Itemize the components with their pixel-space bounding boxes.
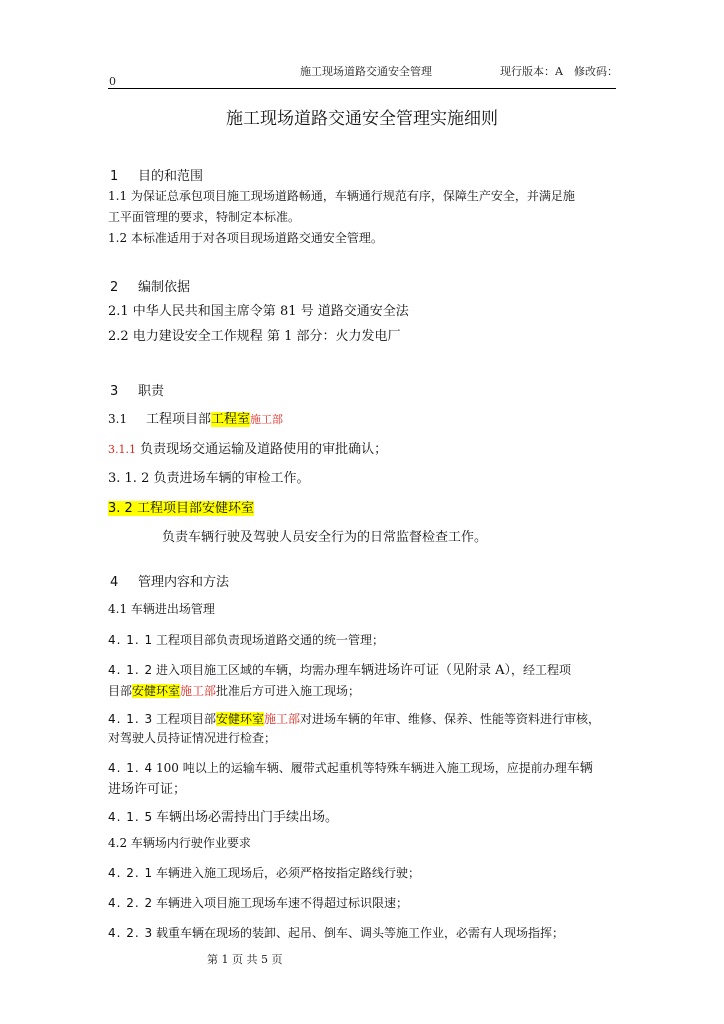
para-4-2-3 [108, 922, 564, 941]
para-number: 4. 1. 2 [108, 663, 154, 677]
para-3-2-text: 负责车辆行驶及驾驶人员安全行为的日常监督检查工作。 [162, 530, 488, 545]
para-number: 4. 2. 2 [108, 896, 154, 910]
revision-text: 施工部 [250, 413, 284, 426]
para-number: 3.1 [108, 412, 128, 426]
text: 工程项目部负责现场道路交通的统一管理； [156, 633, 385, 647]
text: 车辆进场许可证（见附录 A） [348, 663, 512, 678]
para-4-1-3-line1 [108, 708, 600, 727]
text: ，经工程项 [511, 663, 572, 677]
para-1-1-line1: 1.1 为保证总承包项目施工现场道路畅通，车辆通行规范有序，保障生产安全，并满足施 [108, 189, 575, 203]
section-title: 管理内容和方法 [138, 575, 230, 590]
para-4-2: 4.2 车辆场内行驶作业要求 [108, 836, 251, 850]
revision-text: 施工部 [264, 712, 301, 726]
revision-number: 3.1.1 [108, 443, 136, 456]
text: 进入项目施工区域的车辆，均需办理 [156, 663, 349, 677]
section-number: 2 [110, 280, 119, 295]
para-2-2: 2.2 电力建设安全工作规程 第 1 部分：火力发电厂 [108, 329, 401, 344]
para-3-1 [108, 408, 283, 427]
para-4-1-5 [108, 806, 338, 825]
para-4-1-4-line2: 进场许可证； [108, 782, 187, 797]
highlighted-text: 安健环室 [132, 684, 181, 698]
text: 100 吨以上的运输车辆、履带式起重机等特殊车辆进入施工现场，应提前办理 [156, 761, 567, 775]
highlighted-text: 安健环室 [216, 712, 265, 726]
para-number: 4. 1. 5 [108, 810, 154, 824]
header-doc-title: 施工现场道路交通安全管理 [300, 65, 432, 78]
para-4-1-1 [108, 629, 384, 648]
section-3-heading [110, 380, 164, 399]
para-number: 4. 1. 3 [108, 712, 154, 726]
text: 工程项目部 [156, 712, 217, 726]
text: 目部 [108, 684, 133, 698]
para-4-2-1 [108, 862, 420, 881]
section-title: 目的和范围 [138, 169, 204, 184]
text: 车辆进入项目施工现场车速不得超过标识限速； [156, 896, 409, 910]
section-title: 职责 [138, 384, 165, 399]
para-2-1: 2.1 中华人民共和国主席令第 81 号 道路交通安全法 [108, 304, 409, 319]
revision-text: 施工部 [180, 684, 217, 698]
text: 车辆进入施工现场后，必须严格按指定路线行驶； [156, 866, 421, 880]
para-1-1-line2: 工平面管理的要求，特制定本标准。 [108, 210, 301, 224]
text: 批准后方可进入施工现场； [216, 684, 361, 698]
para-4-1-2-line2 [108, 680, 360, 699]
section-1-heading [110, 165, 203, 184]
para-3-1-2: 3. 1. 2 负责进场车辆的审检工作。 [108, 471, 310, 486]
header-rule [108, 88, 616, 89]
highlighted-heading: 3. 2 工程项目部安健环室 [108, 501, 254, 516]
para-4-1-4-line1 [108, 757, 593, 776]
para-3-1-1 [108, 438, 387, 457]
para-1-2: 1.2 本标准适用于对各项目现场道路交通安全管理。 [108, 231, 383, 245]
para-4-1: 4.1 车辆进出场管理 [108, 602, 215, 616]
para-4-1-2-line1 [108, 659, 571, 678]
text: 对进场车辆的年审、维修、保养、性能等资料进行审核， [300, 712, 601, 726]
para-number: 4. 1. 4 [108, 761, 154, 775]
text: 载重车辆在现场的装卸、起吊、倒车、调头等施工作业，必需有人现场指挥； [156, 926, 565, 940]
text: 工程项目部 [146, 412, 212, 427]
para-number: 4. 2. 1 [108, 866, 154, 880]
page-title: 施工现场道路交通安全管理实施细则 [226, 109, 498, 129]
para-4-1-3-line2: 对驾驶人员持证情况进行检查； [108, 731, 277, 745]
text: 车辆出场必需持出门手续出场。 [156, 810, 339, 825]
section-4-heading [110, 571, 229, 590]
header-version: 现行版本：A 修改码： [500, 65, 618, 78]
para-3-2 [108, 497, 254, 516]
section-2-heading [110, 276, 190, 295]
text: 负责现场交通运输及道路使用的审批确认； [136, 442, 388, 457]
section-title: 编制依据 [138, 280, 191, 295]
para-number: 4. 2. 3 [108, 926, 154, 940]
section-number: 3 [110, 384, 119, 399]
header-version-cont: 0 [109, 75, 116, 88]
section-number: 1 [110, 169, 119, 184]
para-4-2-2 [108, 892, 408, 911]
para-number: 4. 1. 1 [108, 633, 154, 647]
section-number: 4 [110, 575, 119, 590]
highlighted-text: 工程室 [211, 412, 251, 427]
page-footer: 第 1 页 共 5 页 [207, 953, 283, 966]
text: 车辆 [566, 761, 593, 776]
